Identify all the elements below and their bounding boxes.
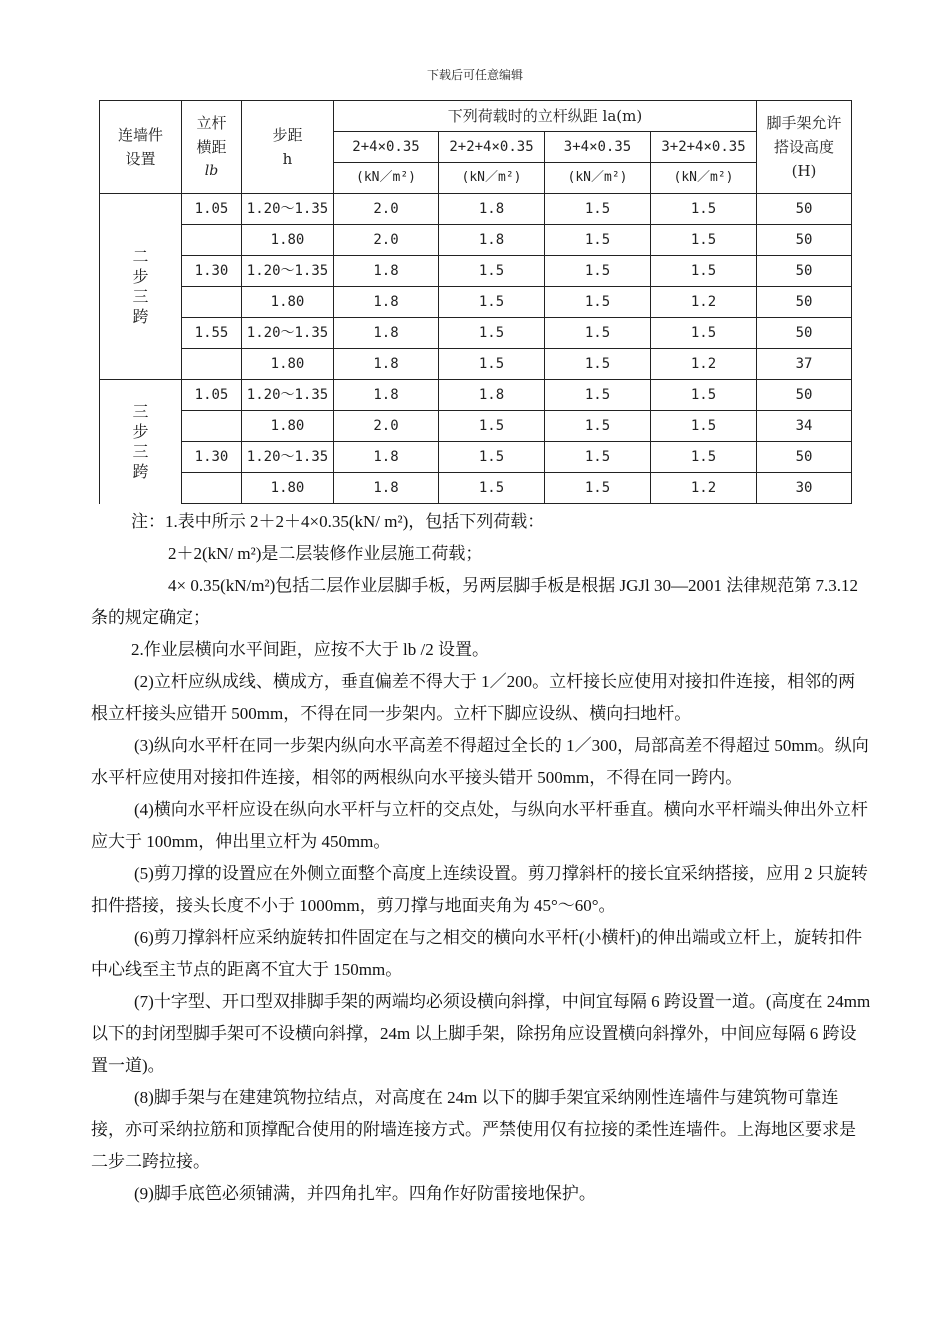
table-row	[100, 473, 852, 504]
cell-v: 1.5	[545, 411, 651, 442]
cell-v: 1.5	[545, 349, 651, 380]
cell-lb: 1.55	[182, 318, 242, 349]
cell-v: 1.5	[651, 256, 757, 287]
cell-height: 50	[757, 256, 852, 287]
cell-v: 1.2	[651, 287, 757, 318]
table-row	[100, 411, 852, 442]
cell-lb: 1.05	[182, 380, 242, 411]
table-row	[100, 287, 852, 318]
cell-v: 1.5	[545, 194, 651, 225]
cell-v: 1.8	[334, 256, 439, 287]
table-row	[100, 318, 852, 349]
cell-v: 1.5	[545, 287, 651, 318]
cell-h: 1.80	[242, 349, 334, 380]
group-label-two-step: 二 步 三 跨	[100, 194, 182, 380]
cell-v: 1.8	[334, 473, 439, 504]
header-allow-height: 脚手架允许 搭设高度 (H)	[757, 101, 852, 194]
cell-v: 1.8	[439, 380, 545, 411]
cell-v: 1.2	[651, 349, 757, 380]
cell-h: 1.20～1.35	[242, 380, 334, 411]
cell-v: 1.5	[651, 411, 757, 442]
unit-label: (kN／m²)	[334, 163, 439, 194]
paragraph-8: (8)脚手架与在建建筑物拉结点，对高度在 24m 以下的脚手架宜采纳刚性连墙件与建筑物可靠连接，亦可采纳拉筋和顶撑配合使用的附墙连接方式。严禁使用仅有拉接的柔性连墙件。上海地区要求是二步二跨拉接。	[91, 1088, 856, 1171]
unit-label: (kN／m²)	[439, 163, 545, 194]
cell-height: 50	[757, 442, 852, 473]
cell-v: 1.8	[439, 194, 545, 225]
cell-height: 34	[757, 411, 852, 442]
cell-height: 50	[757, 318, 852, 349]
cell-v: 1.5	[545, 380, 651, 411]
cell-v: 2.0	[334, 411, 439, 442]
paragraph-2: (2)立杆应纵成线、横成方，垂直偏差不得大于 1／200。立杆接长应使用对接扣件连接，相邻的两根立杆接头应错开 500mm，不得在同一步架内。立杆下脚应设纵、横向扫地杆。	[91, 672, 856, 723]
cell-lb: 1.05	[182, 194, 242, 225]
header-step: 步距 h	[242, 101, 334, 194]
cell-v: 1.8	[439, 225, 545, 256]
group-label-three-step: 三 步 三 跨	[100, 380, 182, 504]
cell-height: 30	[757, 473, 852, 504]
cell-lb	[182, 473, 242, 504]
load-col-1: 2+4×0.35	[334, 132, 439, 163]
load-col-4: 3+2+4×0.35	[651, 132, 757, 163]
note-1a: 2＋2(kN/ m²)是二层装修作业层施工荷载；	[168, 544, 483, 563]
table-row	[100, 349, 852, 380]
paragraph-3: (3)纵向水平杆在同一步架内纵向水平高差不得超过全长的 1／300，局部高差不得超过 50mm。纵向水平杆应使用对接扣件连接，相邻的两根纵向水平接头错开 500mm，不得在同一跨内。	[91, 736, 869, 787]
cell-h: 1.80	[242, 287, 334, 318]
cell-h: 1.80	[242, 473, 334, 504]
cell-lb	[182, 287, 242, 318]
cell-v: 1.2	[651, 473, 757, 504]
cell-v: 1.8	[334, 287, 439, 318]
scaffold-spec-table	[99, 100, 852, 504]
cell-lb: 1.30	[182, 256, 242, 287]
cell-h: 1.20～1.35	[242, 442, 334, 473]
cell-v: 1.5	[651, 380, 757, 411]
note-2: 2.作业层横向水平间距，应按不大于 lb /2 设置。	[131, 640, 489, 659]
table-row	[100, 225, 852, 256]
cell-h: 1.20～1.35	[242, 194, 334, 225]
note-1: 注：1.表中所示 2＋2＋4×0.35(kN/ m²)，包括下列荷载：	[131, 512, 545, 531]
notes-section	[91, 506, 871, 1210]
cell-v: 1.5	[545, 442, 651, 473]
cell-h: 1.20～1.35	[242, 256, 334, 287]
cell-v: 1.8	[334, 442, 439, 473]
page-header: 下载后可任意编辑	[426, 68, 523, 82]
cell-h: 1.80	[242, 225, 334, 256]
header-wall-tie: 连墙件设置	[100, 101, 182, 194]
cell-v: 1.5	[545, 473, 651, 504]
cell-height: 50	[757, 380, 852, 411]
cell-v: 1.5	[651, 225, 757, 256]
cell-v: 1.5	[439, 318, 545, 349]
cell-v: 2.0	[334, 225, 439, 256]
table-row	[100, 442, 852, 473]
unit-label: (kN／m²)	[651, 163, 757, 194]
cell-v: 1.5	[545, 256, 651, 287]
table-row	[100, 194, 852, 225]
paragraph-4: (4)横向水平杆应设在纵向水平杆与立杆的交点处，与纵向水平杆垂直。横向水平杆端头伸出外立杆应大于 100mm，伸出里立杆为 450mm。	[91, 800, 868, 851]
cell-v: 1.8	[334, 380, 439, 411]
cell-height: 50	[757, 287, 852, 318]
cell-v: 1.5	[651, 442, 757, 473]
cell-height: 50	[757, 194, 852, 225]
cell-lb: 1.30	[182, 442, 242, 473]
table-row	[100, 256, 852, 287]
cell-v: 1.5	[439, 411, 545, 442]
paragraph-5: (5)剪刀撑的设置应在外侧立面整个高度上连续设置。剪刀撑斜杆的接长宜采纳搭接，应用 2 只旋转扣件搭接，接头长度不小于 1000mm，剪刀撑与地面夹角为 45°～60°。	[91, 864, 868, 915]
cell-lb	[182, 225, 242, 256]
cell-h: 1.20～1.35	[242, 318, 334, 349]
cell-height: 50	[757, 225, 852, 256]
cell-lb	[182, 349, 242, 380]
cell-v: 1.5	[439, 349, 545, 380]
cell-v: 1.8	[334, 318, 439, 349]
header-load-group: 下列荷载时的立杆纵距 la(m)	[334, 101, 757, 132]
note-1b: 4× 0.35(kN/m²)包括二层作业层脚手板，另两层脚手板是根据 JGJl 30—2001 法律规范第 7.3.12 条的规定确定；	[91, 576, 858, 627]
cell-v: 1.5	[545, 225, 651, 256]
paragraph-6: (6)剪刀撑斜杆应采纳旋转扣件固定在与之相交的横向水平杆(小横杆)的伸出端或立杆上，旋转扣件中心线至主节点的距离不宜大于 150mm。	[91, 928, 863, 979]
header-lb: 立杆 横距 lb	[182, 101, 242, 194]
load-col-2: 2+2+4×0.35	[439, 132, 545, 163]
cell-v: 1.5	[545, 318, 651, 349]
cell-v: 1.5	[439, 473, 545, 504]
paragraph-9: (9)脚手底笆必须铺满，并四角扎牢。四角作好防雷接地保护。	[134, 1184, 596, 1203]
cell-v: 1.8	[334, 349, 439, 380]
cell-v: 1.5	[651, 318, 757, 349]
table-row	[100, 380, 852, 411]
cell-v: 1.5	[439, 442, 545, 473]
paragraph-7: (7)十字型、开口型双排脚手架的两端均必须设横向斜撑，中间宜每隔 6 跨设置一道。(高度在 24mm 以下的封闭型脚手架可不设横向斜撑，24m 以上脚手架，除拐角应设置横向斜撑外，中间应每隔 6 跨设置一道)。	[91, 992, 871, 1075]
cell-v: 1.5	[439, 256, 545, 287]
load-col-3: 3+4×0.35	[545, 132, 651, 163]
cell-lb	[182, 411, 242, 442]
cell-v: 1.5	[439, 287, 545, 318]
cell-height: 37	[757, 349, 852, 380]
cell-v: 2.0	[334, 194, 439, 225]
cell-h: 1.80	[242, 411, 334, 442]
unit-label: (kN／m²)	[545, 163, 651, 194]
cell-v: 1.5	[651, 194, 757, 225]
